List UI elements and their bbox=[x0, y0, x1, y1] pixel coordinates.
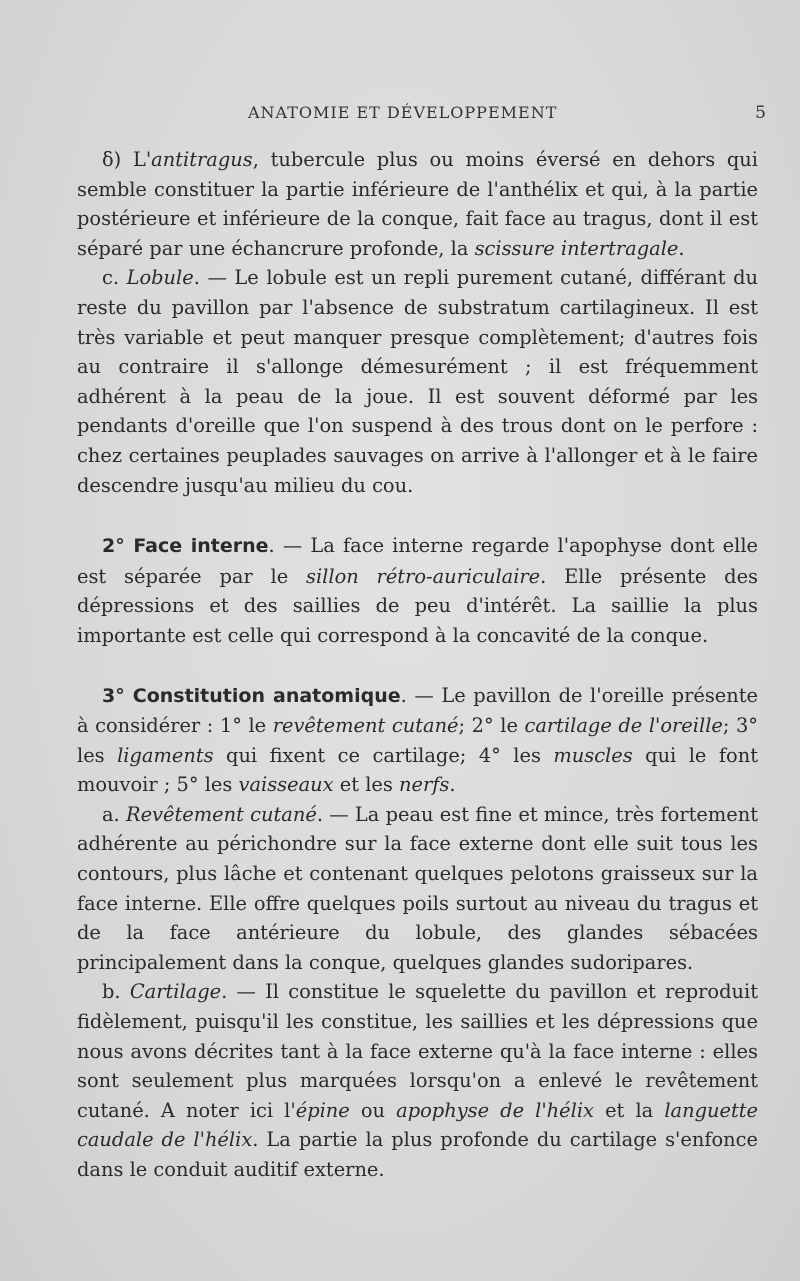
paragraph-face-interne: 2° Face interne. — La face interne regarde l'apophyse dont elle est séparée par le sillon rétro-auriculaire. Elle présente des dépressions et des saillies de peu d'intérêt. La saillie la plus importante est celle qui correspond à la concavité de la conque. bbox=[77, 534, 759, 647]
paragraph-cartilage: b. Cartilage. — Il constitue le squelette du pavillon et reproduit fidèlement, puisqu'il les constitue, les saillies et les dépressions que nous avons décrites tant à la face externe qu'à la face interne : elles sont seulement plus marquées lorsqu'on a enlevé le revêtement cutané. A noter ici l'épine ou apophyse de l'hélix et la languette caudale de l'hélix. La partie la plus profonde du cartilage s'enfonce dans le conduit auditif externe. bbox=[77, 980, 758, 1181]
page-header bbox=[0, 103, 800, 127]
paragraph-lobule: c. Lobule. — Le lobule est un repli purement cutané, différant du reste du pavillon par l'absence de substratum cartilagineux. Il est très variable et peut manquer presque complètement; d'autres fois au contraire il s'allonge démesurément ; il est fréquemment adhérent à la peau de la joue. Il est souvent déformé par les pendants d'oreille que l'on suspend à des trous dont on le perfore : chez certaines peuplades sauvages on arrive à l'allonger et à le faire descendre jusqu'au milieu du cou. bbox=[77, 266, 759, 497]
paragraph-revetement: a. Revêtement cutané. — La peau est fine et mince, très fortement adhérente au périchondre sur la face externe dont elle suit tous les contours, plus lâche et contenant quelques pelotons graisseux sur la face interne. Elle offre quelques poils surtout au niveau du tragus et de la face antérieure du lobule, des glandes sébacées principalement dans la conque, quelques glandes sudoripares. bbox=[77, 802, 759, 974]
section-heading: 3° Constitution anatomique bbox=[102, 684, 401, 707]
page-number: 5 bbox=[755, 103, 766, 123]
paragraph-constitution: 3° Constitution anatomique. — Le pavillon de l'oreille présente à considérer : 1° le revêtement cutané; 2° le cartilage de l'oreille; 3° les ligaments qui fixent ce cartilage; 4° les muscles qui le font mouvoir ; 5° les vaisseaux et les nerfs. bbox=[77, 683, 759, 797]
body-text bbox=[77, 145, 758, 1185]
section-heading: 2° Face interne bbox=[102, 535, 269, 558]
running-title: ANATOMIE ET DÉVELOPPEMENT bbox=[248, 103, 558, 122]
paragraph-antitragus: δ) L'antitragus, tubercule plus ou moins éversé en dehors qui semble constituer la partie inférieure de l'anthélix et qui, à la partie postérieure et inférieure de la conque, fait face au tragus, dont il est séparé par une échancrure profonde, la scissure intertragale. bbox=[77, 148, 758, 260]
